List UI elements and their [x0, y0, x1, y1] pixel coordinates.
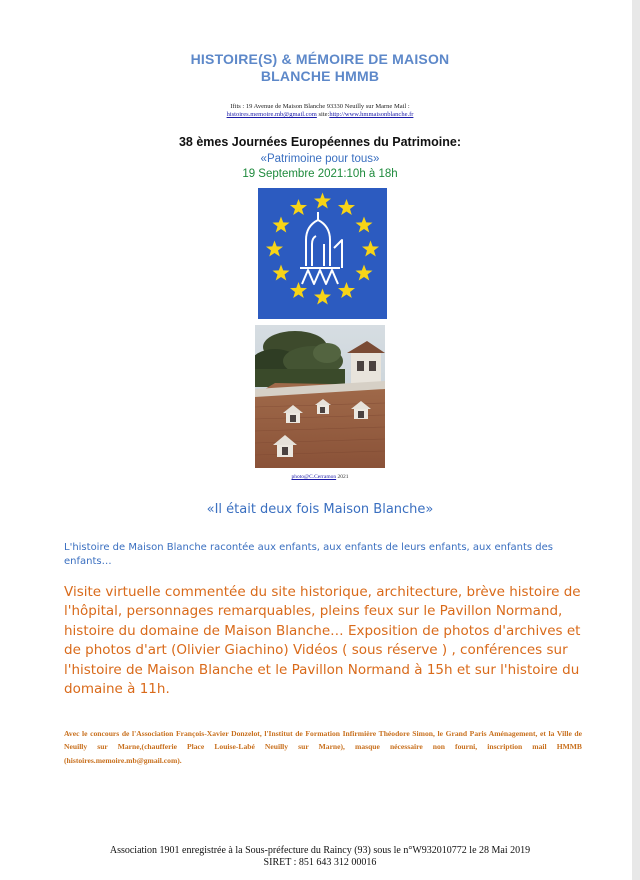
european-heritage-logo — [258, 188, 387, 319]
footer — [0, 845, 640, 869]
event-title: 38 èmes Journées Européennes du Patrimoine: — [178, 135, 462, 149]
event-theme: «Patrimoine pour tous» — [260, 153, 380, 165]
site-label: site: — [316, 111, 330, 118]
building-photo — [255, 325, 385, 468]
title-line-1: HISTOIRE(S) & MÉMOIRE DE MAISON — [190, 51, 450, 67]
page-title — [0, 51, 640, 85]
photo-credit-link[interactable]: photo@C.Cerramon — [291, 474, 337, 480]
footer-registration: Association 1901 enregistrée à la Sous-préfecture du Raincy (93) sous le n°W932010772 le 28 Mai 2019 — [109, 845, 531, 856]
flag-icon — [258, 188, 387, 319]
email-link[interactable]: histoires.memoire.mb@gmail.com — [226, 111, 317, 118]
title-line-2: BLANCHE HMMB — [260, 68, 380, 84]
photo-credit — [0, 474, 640, 480]
intro-text: L'histoire de Maison Blanche racontée aux enfants, aux enfants de leurs enfants, aux enfants des enfants… — [64, 542, 553, 567]
program-text: Visite virtuelle commentée du site historique, architecture, brève histoire de l'hôpital, personnages remarquables, pleins feux sur le Pavillon Normand, histoire du domaine de Maison Blanche… Exposition de photos d'archives et de photos d'art (Olivier Giachino) Vidéos ( sous réserve ) , conférences sur l'histoire de Maison Blanche et le Pavillon Normand à 15h et sur l'histoire du domaine à 11h. — [64, 584, 581, 698]
address-line: Ifits : 19 Avenue de Maison Blanche 93330 Neuilly sur Marne Mail : — [230, 103, 410, 110]
footer-siret: SIRET : 851 643 312 00016 — [263, 857, 377, 868]
partners-text: Avec le concours de l'Association François-Xavier Donzelot, l'Institut de Formation Infirmière Théodore Simon, le Grand Paris Aménagement, et la Ville de Neuilly sur Marne,(chaufferie Place Louise-Labé Neuilly sur Marne), masque nécessaire non fourni, inscription mail HMMB (histoires.memoire.mb@gmail.com). — [64, 729, 582, 765]
roof-photo-icon — [255, 325, 385, 468]
address-block — [160, 103, 480, 119]
website-link[interactable]: http://www.hmmaisonblanche.fr — [329, 111, 414, 118]
event-date: 19 Septembre 2021:10h à 18h — [242, 168, 398, 180]
program-subtitle: «Il était deux fois Maison Blanche» — [206, 502, 434, 517]
page-edge — [632, 0, 640, 880]
photo-credit-year: 2021 — [336, 474, 349, 480]
